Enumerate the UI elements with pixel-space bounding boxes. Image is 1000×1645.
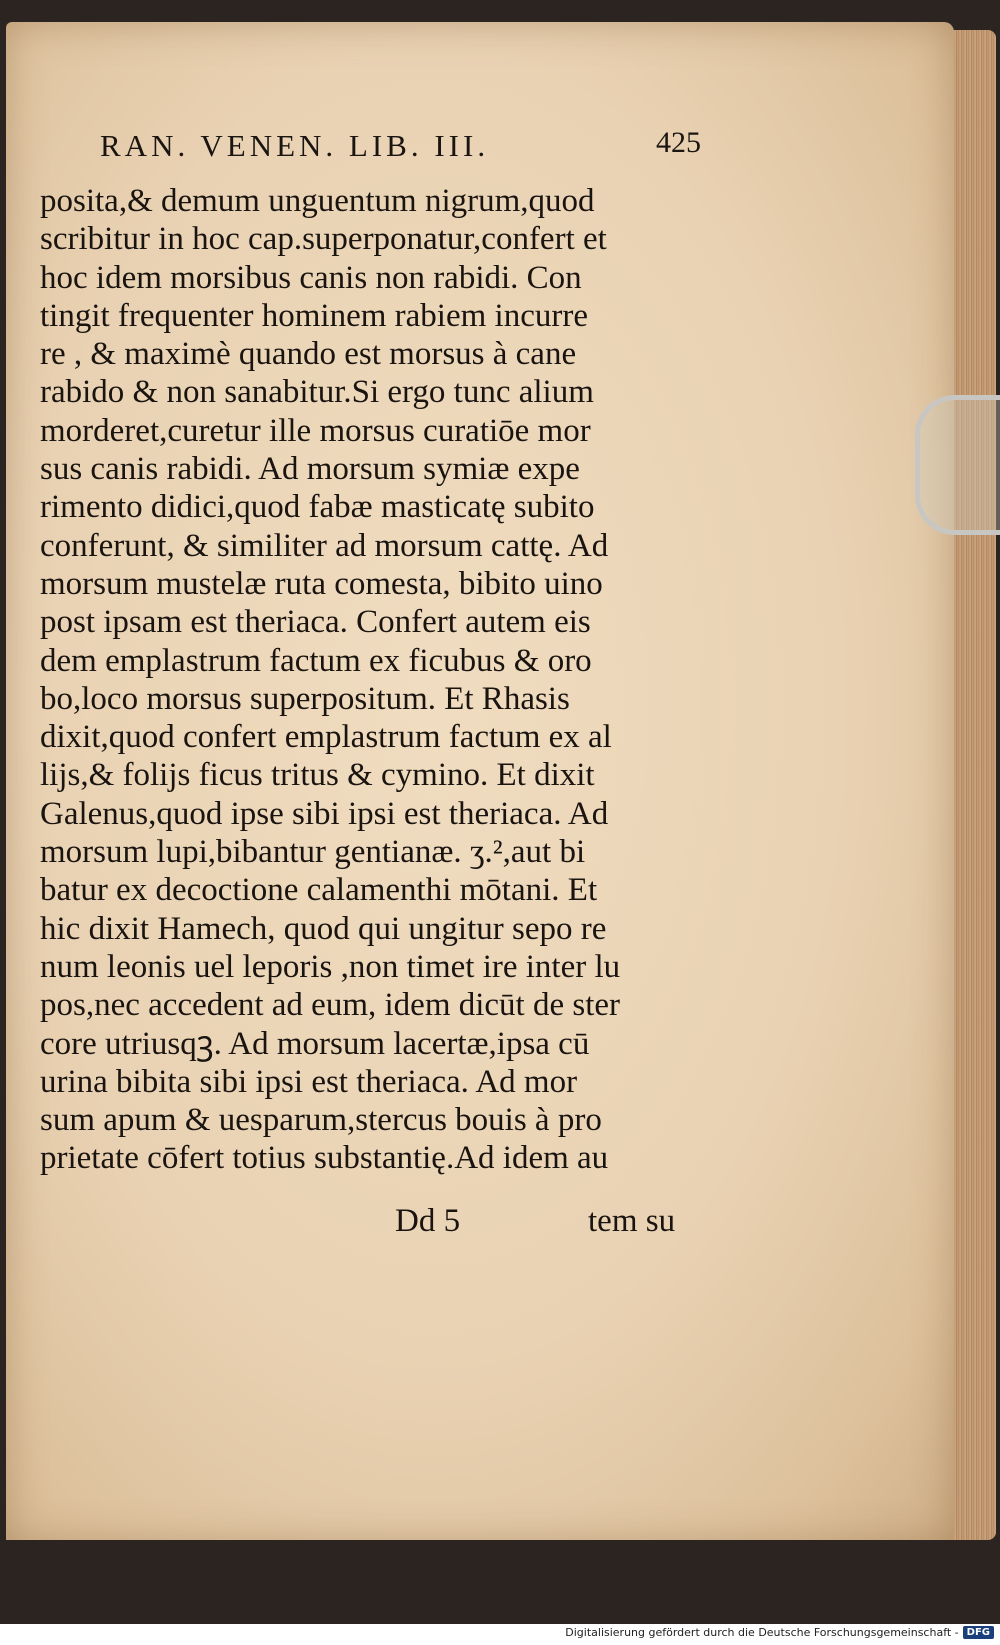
text-line: lijs,& folijs ficus tritus & cymino. Et dixit: [40, 757, 595, 794]
scan-bottom-edge: [0, 1540, 1000, 1624]
text-line: posita,& demum unguentum nigrum,quod: [40, 183, 595, 219]
text-line: sum apum & uesparum,stercus bouis à pro: [40, 1102, 602, 1139]
text-line: rabido & non sanabitur.Si ergo tunc alium: [40, 374, 594, 411]
text-line: hoc idem morsibus canis non rabidi. Con: [40, 259, 582, 296]
text-line: bo,loco morsus superpositum. Et Rhasis: [40, 680, 570, 717]
text-line: batur ex decoctione calamenthi mōtani. Et: [40, 872, 598, 909]
text-line: morsum lupi,bibantur gentianæ. ʒ.²,aut bi: [40, 834, 586, 871]
text-line: rimento didici,quod fabæ masticatę subito: [40, 489, 595, 526]
text-line: re , & maximè quando est morsus à cane: [40, 336, 577, 373]
text-line: post ipsam est theriaca. Confert autem eis: [40, 604, 591, 641]
text-line: morderet,curetur ille morsus curatiōe mor: [40, 412, 591, 449]
page-edges: [952, 30, 996, 1540]
folio-number: 425: [656, 126, 701, 159]
text-line: hic dixit Hamech, quod qui ungitur sepo re: [40, 910, 607, 947]
text-line: dixit,quod confert emplastrum factum ex al: [40, 719, 612, 756]
footer-credit: [565, 1626, 994, 1639]
text-line: sus canis rabidi. Ad morsum symiæ expe: [40, 451, 580, 488]
text-line: morsum mustelæ ruta comesta, bibito uino: [40, 565, 603, 602]
text-line: num leonis uel leporis ,non timet ire inter lu: [40, 948, 621, 985]
running-title: RAN. VENEN. LIB. III.: [100, 128, 490, 163]
text-line: conferunt, & similiter ad morsum cattę. Ad: [40, 527, 609, 564]
body-text: [40, 182, 720, 1178]
dfg-logo: DFG: [963, 1626, 994, 1639]
text-line: dem emplastrum factum ex ficubus & oro: [40, 642, 592, 679]
text-line: prietate cōfert totius substantię.Ad idem au: [40, 1140, 609, 1177]
text-line: scribitur in hoc cap.superponatur,confert et: [40, 221, 607, 258]
text-line: Galenus,quod ipse sibi ipsi est theriaca. Ad: [40, 795, 609, 832]
text-line: core utriusqꝫ. Ad morsum lacertæ,ipsa cū: [40, 1025, 590, 1062]
text-line: pos,nec accedent ad eum, idem dicūt de ster: [40, 987, 621, 1024]
clasp-ribbon: [915, 395, 1000, 535]
footer-credit-text: Digitalisierung gefördert durch die Deutsche Forschungsgemeinschaft -: [565, 1626, 959, 1639]
text-line: urina bibita sibi ipsi est theriaca. Ad mor: [40, 1063, 578, 1100]
catchword: tem su: [588, 1203, 676, 1239]
text-line: tingit frequenter hominem rabiem incurre: [40, 297, 588, 334]
signature-mark: Dd 5: [395, 1203, 461, 1239]
